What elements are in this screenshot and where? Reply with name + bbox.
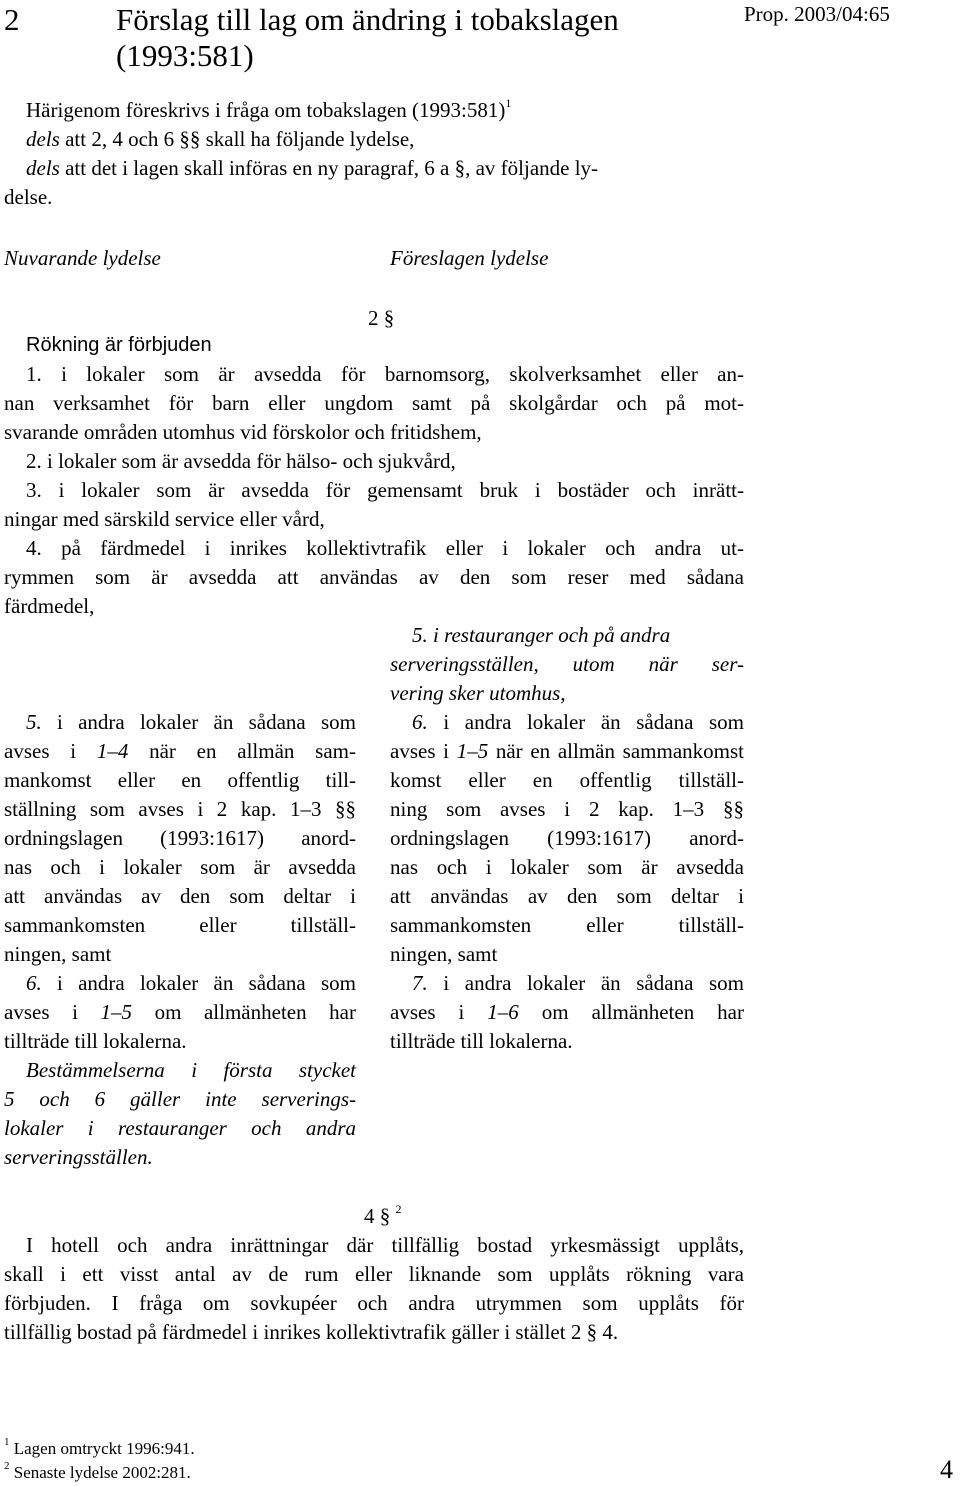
proposed-item — [390, 853, 744, 882]
section-heading: 2 § — [368, 306, 395, 330]
section-heading — [364, 1202, 402, 1231]
intro-line: delse. — [4, 185, 53, 209]
current-item — [4, 911, 356, 940]
current-item-line: i andra lokaler än sådana som — [41, 710, 356, 734]
closing-line: lokaler i restauranger och andra — [4, 1116, 356, 1140]
proposed-item — [390, 969, 744, 998]
intro-text: Härigenom föreskrivs i fråga om tobakslagen (1993:581) — [26, 98, 506, 122]
chapter-title-line1: Förslag till lag om ändring i tobakslagen — [116, 2, 619, 37]
current-item — [4, 998, 356, 1027]
current-item-text: om allmänheten har — [131, 1000, 356, 1024]
closing-paragraph — [4, 1056, 356, 1085]
proposed-item — [390, 824, 744, 853]
closing-line: Bestämmelserna i första stycket — [26, 1058, 356, 1082]
column-header-proposed: Föreslagen lydelse — [390, 246, 549, 270]
proposed-item — [390, 766, 744, 795]
proposed-item-line: ning som avses i 2 kap. 1–3 §§ — [390, 797, 744, 821]
section-paragraph — [26, 1231, 744, 1260]
proposed-item-line: ningen, samt — [390, 942, 498, 966]
list-item-line: 1. i lokaler som är avsedda för barnomsorg, skolverksamhet eller an- — [26, 362, 744, 386]
list-item — [26, 476, 744, 505]
proposed-item-line: i andra lokaler än sådana som — [427, 971, 744, 995]
current-item-line: tillträde till lokalerna. — [4, 1029, 187, 1053]
list-item — [26, 534, 744, 563]
current-item-text: avses i — [4, 1000, 101, 1024]
footnote-1 — [4, 1438, 195, 1460]
list-item — [4, 389, 744, 418]
proposed-item-line: sammankomsten eller tillställ- — [390, 913, 744, 937]
proposed-item — [390, 708, 744, 737]
footnote-2 — [4, 1462, 191, 1484]
current-item — [4, 969, 356, 998]
current-item-ref: 1–5 — [100, 1000, 132, 1024]
chapter-number: 2 — [4, 2, 20, 37]
current-item-line: nas och i lokaler som är avsedda — [4, 855, 356, 879]
current-item — [4, 824, 356, 853]
closing-line: serveringsställen. — [4, 1145, 153, 1169]
current-item-line: att användas av den som deltar i — [4, 884, 356, 908]
section-line: skall i ett visst antal av de rum eller liknande som upplåts rökning vara — [4, 1262, 744, 1286]
proposed-item-text: avses i — [390, 1000, 488, 1024]
section-line: tillfällig bostad på färdmedel i inrikes kollektivtrafik gäller i stället 2 § 4. — [4, 1320, 619, 1344]
closing-line: 5 och 6 gäller inte serverings- — [4, 1087, 356, 1111]
footnote-ref: 2 — [395, 1202, 402, 1216]
proposed-item — [390, 795, 744, 824]
current-item — [4, 795, 356, 824]
current-item-line: ordningslagen (1993:1617) anord- — [4, 826, 356, 850]
proposed-item-line: nas och i lokaler som är avsedda — [390, 855, 744, 879]
proposed-item-line: serveringsställen, utom när ser- — [390, 652, 744, 676]
current-item-ref: 1–4 — [96, 739, 129, 763]
item-number: 5. — [26, 710, 42, 734]
intro-dels: dels — [26, 127, 60, 151]
footnote-text: Senaste lydelse 2002:281. — [13, 1463, 191, 1482]
footnote-number: 1 — [4, 1436, 10, 1449]
proposed-item-line: ordningslagen (1993:1617) anord- — [390, 826, 744, 850]
current-item — [4, 708, 356, 737]
current-item — [4, 766, 356, 795]
column-header-current: Nuvarande lydelse — [4, 246, 161, 270]
current-item — [4, 737, 356, 766]
current-item-text: avses i — [4, 739, 97, 763]
current-item — [4, 882, 356, 911]
current-item-line: ställning som avses i 2 kap. 1–3 §§ — [4, 797, 356, 821]
list-item-line: rymmen som är avsedda att användas av den som reser med sådana — [4, 565, 744, 589]
section-title: Rökning är förbjuden — [26, 334, 212, 356]
section-line: förbjuden. I fråga om sovkupéer och andra utrymmen som upplåts för — [4, 1291, 744, 1315]
section-line: I hotell och andra inrättningar där tillfällig bostad yrkesmässigt upplåts, — [26, 1233, 744, 1257]
proposed-item-ref: 1–5 — [456, 739, 489, 763]
item-number: 6. — [412, 710, 428, 734]
section-paragraph — [4, 1260, 744, 1289]
proposed-item-line: 5. i restauranger och på andra — [412, 623, 671, 647]
item-number: 6. — [26, 971, 42, 995]
closing-paragraph — [4, 1085, 356, 1114]
intro-line — [26, 154, 598, 183]
section-heading-text: 4 § — [364, 1204, 391, 1228]
list-item — [4, 360, 744, 389]
item-number: 7. — [412, 971, 428, 995]
current-item-line: sammankomsten eller tillställ- — [4, 913, 356, 937]
intro-line — [26, 96, 511, 125]
footnote-number: 2 — [4, 1460, 10, 1473]
list-item: 2. i lokaler som är avsedda för hälso- och sjukvård, — [26, 449, 456, 473]
proposed-item-line: i andra lokaler än sådana som — [427, 710, 744, 734]
closing-paragraph — [4, 1114, 356, 1143]
proposed-item-line: komst eller en offentlig tillställ- — [390, 768, 744, 792]
proposed-item — [390, 882, 744, 911]
current-item-line: i andra lokaler än sådana som — [41, 971, 356, 995]
list-item-line: 3. i lokaler som är avsedda för gemensamt bruk i bostäder och inrätt- — [26, 478, 744, 502]
proposed-item-line: tillträde till lokalerna. — [390, 1029, 573, 1053]
current-item — [4, 853, 356, 882]
chapter-title-line2: (1993:581) — [116, 38, 254, 73]
proposed-item-text: om allmänheten har — [518, 1000, 744, 1024]
page-number: 4 — [940, 1455, 953, 1484]
current-item-line: ningen, samt — [4, 942, 112, 966]
proposed-item — [390, 737, 744, 766]
footnote-ref: 1 — [505, 96, 512, 110]
intro-text: att 2, 4 och 6 §§ skall ha följande lydelse, — [59, 127, 415, 151]
proposed-item — [390, 650, 744, 679]
proposed-item-text: avses i — [390, 739, 457, 763]
intro-line — [26, 125, 414, 154]
current-item-line: mankomst eller en offentlig till- — [4, 768, 356, 792]
footnote-text: Lagen omtryckt 1996:941. — [13, 1439, 195, 1458]
list-item-line: svarande områden utomhus vid förskolor och fritidshem, — [4, 420, 482, 444]
prop-reference: Prop. 2003/04:65 — [744, 2, 890, 26]
section-paragraph — [4, 1289, 744, 1318]
list-item-line: nan verksamhet för barn eller ungdom samt på skolgårdar och på mot- — [4, 391, 744, 415]
list-item-line: ningar med särskild service eller vård, — [4, 507, 325, 531]
intro-dels: dels — [26, 156, 60, 180]
proposed-item — [390, 998, 744, 1027]
proposed-item-line: vering sker utomhus, — [390, 681, 566, 705]
list-item-line: färdmedel, — [4, 594, 95, 618]
proposed-item-text: när en allmän sammankomst — [488, 739, 744, 763]
proposed-item — [390, 911, 744, 940]
proposed-item-ref: 1–6 — [487, 1000, 519, 1024]
list-item-line: 4. på färdmedel i inrikes kollektivtrafik eller i lokaler och andra ut- — [26, 536, 744, 560]
list-item — [4, 563, 744, 592]
intro-text: att det i lagen skall införas en ny paragraf, 6 a §, av följande ly- — [59, 156, 599, 180]
proposed-item-line: att användas av den som deltar i — [390, 884, 744, 908]
current-item-text: när en allmän sam- — [128, 739, 356, 763]
